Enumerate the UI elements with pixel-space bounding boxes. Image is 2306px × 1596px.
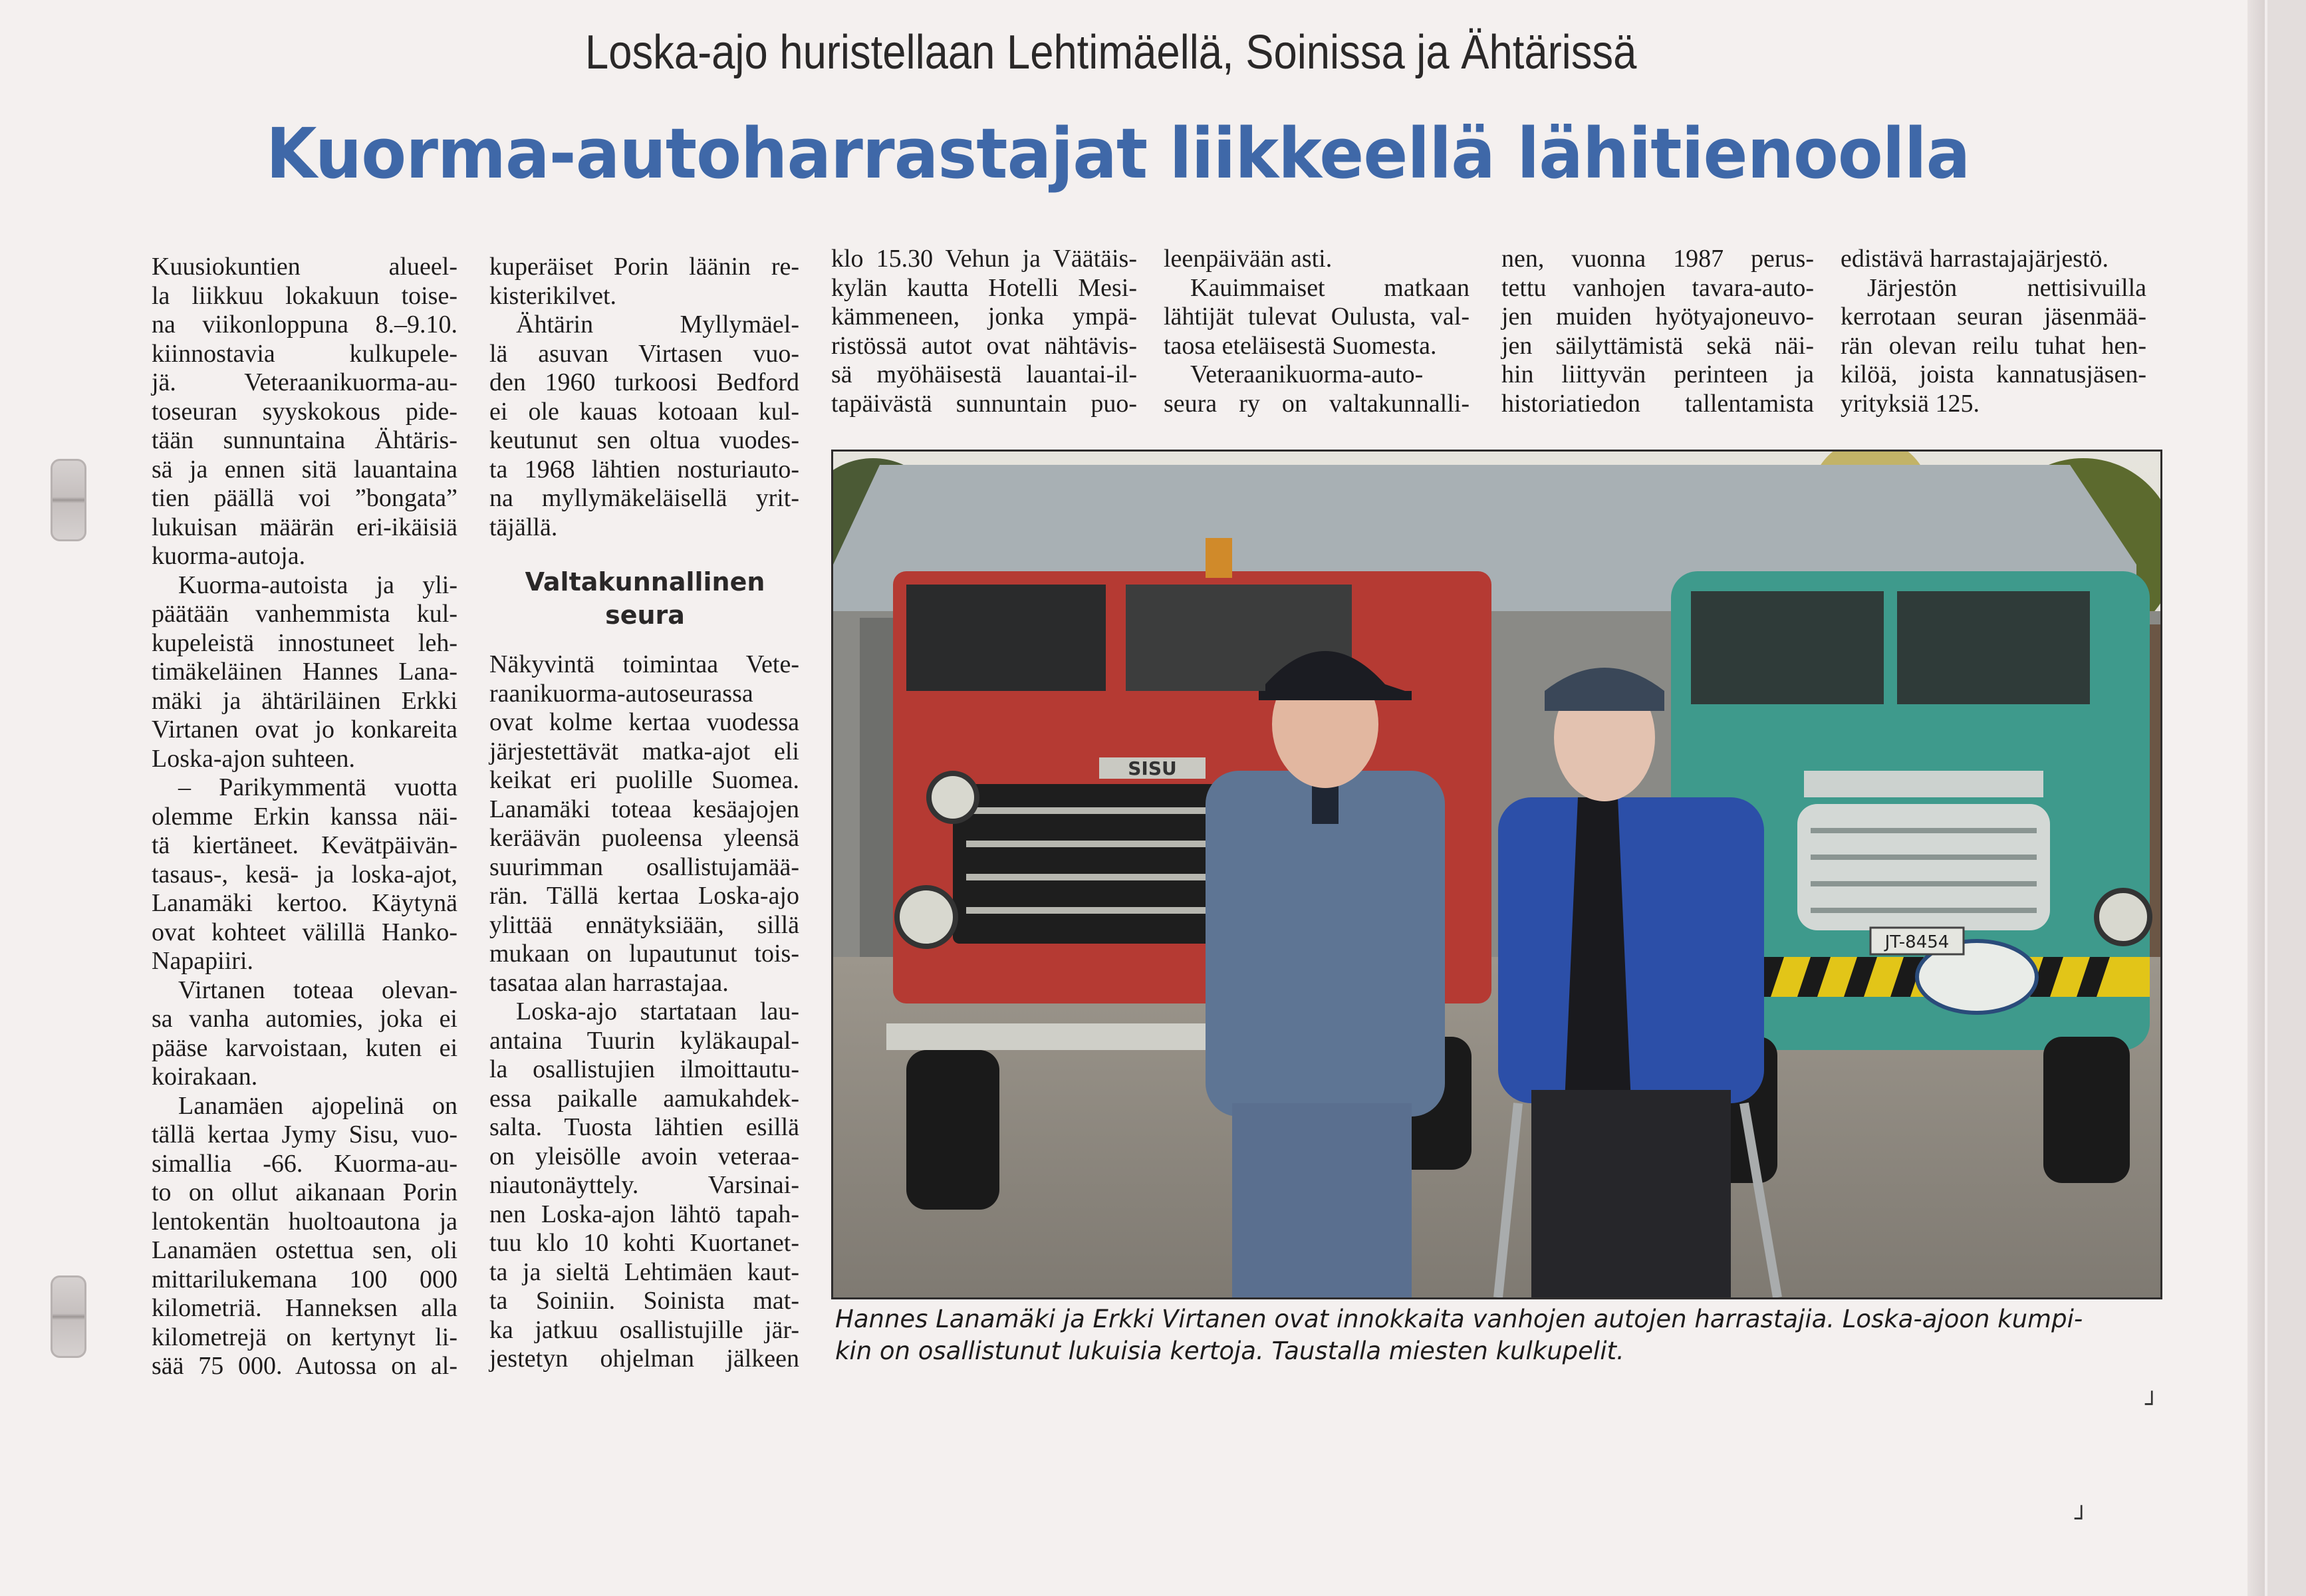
text-line: Lanamäen ajopelinä on (178, 1091, 457, 1120)
text-line: la liikkuu lokakuun toise- (152, 281, 457, 310)
text-line: pääse karvoistaan, kuten ei (152, 1033, 457, 1062)
text-line: keutunut sen oltua vuodes- (489, 426, 799, 454)
text-line: kilometrejä on kertynyt li- (152, 1323, 457, 1351)
binder-hole-top (51, 459, 86, 541)
text-line: Loska-ajon suhteen. (152, 744, 356, 773)
text-line: na myllymäkeläisellä yrit- (489, 484, 799, 512)
text-line: antaina Tuurin kyläkaupal- (489, 1026, 799, 1055)
text-line: suurimman osallistujamää- (489, 853, 799, 881)
text-line: jä. Veteraanikuorma-au- (152, 368, 457, 396)
text-line: ta 1968 lähtien nosturiauto- (489, 455, 799, 483)
text-line: Kuusiokuntien alueel- (152, 253, 457, 281)
photo-caption (835, 1303, 2178, 1367)
text-line: to on ollut aikanaan Porin (152, 1178, 457, 1206)
license-plate: JT-8454 (1884, 932, 1950, 952)
text-column-4 (1164, 245, 1470, 418)
text-line: jestetyn ohjelman jälkeen (489, 1345, 799, 1373)
text-line: keikat eri puolille Suomea. (489, 766, 799, 794)
text-line: raanikuorma-autoseurassa (489, 679, 753, 708)
text-line: kuperäiset Porin läänin re- (489, 253, 799, 281)
text-line: hin liittyvän perinteen ja (1501, 360, 1814, 388)
text-line: tettu vanhojen tavara-auto- (1501, 273, 1814, 302)
text-line: rän. Tällä kertaa Loska-ajo (489, 882, 799, 910)
text-line: kupeleistä innostuneet leh- (152, 628, 457, 657)
text-line: sä myöhäisestä lauantai-il- (831, 360, 1137, 388)
text-line: tään sunnuntaina Ähtäris- (152, 426, 457, 454)
text-line: leenpäivään asti. (1164, 245, 1333, 273)
text-line: Lanamäki kertoo. Käytynä (152, 889, 457, 917)
text-line: päätään vanhemmista kul- (152, 600, 457, 628)
text-line: Loska-ajo startataan lau- (516, 998, 799, 1025)
text-line: mukaan on lupautunut tois- (489, 940, 799, 968)
text-line: Veteraanikuorma-auto- (1190, 360, 1424, 388)
text-line: tapäivästä sunnuntain puo- (831, 389, 1137, 418)
text-line: niautonäyttely. Varsinai- (489, 1171, 799, 1199)
text-column-2-bottom (489, 650, 799, 1374)
text-line: kerrotaan seuran jäsenmää- (1841, 303, 2146, 331)
text-column-2-top (489, 253, 799, 542)
text-line: Napapiiri. (152, 947, 254, 975)
article-headline: Kuorma-autoharrastajat liikkeellä lähitienoolla (266, 113, 1970, 194)
text-line: olemme Erkin kanssa näi- (152, 802, 457, 831)
text-line: ei ole kauas kotoaan kul- (489, 397, 799, 426)
text-line: simallia -66. Kuorma-au- (152, 1149, 457, 1178)
text-column-5 (1501, 245, 1814, 418)
text-column-3 (831, 245, 1137, 418)
text-line: sa vanha automies, joka ei (152, 1005, 457, 1033)
text-line: kämmeneen, jonka ympä- (831, 303, 1137, 331)
text-line: ta Soiniin. Soinista mat- (489, 1287, 799, 1315)
text-line: mäki ja ähtäriläinen Erkki (152, 686, 457, 715)
truck-badge: SISU (1128, 757, 1177, 779)
page-edge-1 (2247, 0, 2265, 1596)
text-line: Lanamäki toteaa kesäajojen (489, 795, 799, 823)
text-line: ylittää ennätyksiään, sillä (489, 910, 799, 939)
corner-mark-bottom: ┘ (2075, 1506, 2089, 1532)
text-line: kilöä, joista kannatusjäsen- (1841, 360, 2146, 388)
text-line: salta. Tuosta lähtien esillä (489, 1113, 799, 1141)
binder-hole-bottom (51, 1275, 86, 1358)
text-line: nen Loska-ajon lähtö tapah- (489, 1200, 799, 1228)
text-line: edistävä harrastajajärjestö. (1841, 245, 2109, 273)
text-line: Virtanen ovat jo konkareita (152, 716, 457, 743)
text-line: lukuisan määrän eri-ikäisiä (152, 513, 457, 541)
text-line: tä kiertäneet. Kevätpäivän- (152, 831, 457, 859)
text-line: sää 75 000. Autossa on al- (152, 1352, 457, 1380)
text-line: Virtanen toteaa olevan- (178, 976, 457, 1004)
text-line: ristössä autot ovat nähtävis- (831, 331, 1137, 360)
subhead-line-2: seura (605, 600, 685, 630)
text-line: klo 15.30 Vehun ja Väätäis- (831, 245, 1137, 273)
text-line: na viikonloppuna 8.–9.10. (152, 311, 457, 338)
text-line: toseuran syyskokous pide- (152, 397, 457, 426)
text-line: ka jatkuu osallistujille jär- (489, 1315, 799, 1344)
text-line: kisterikilvet. (489, 281, 617, 310)
corner-mark-top: ┘ (2145, 1391, 2159, 1418)
text-line: yrityksiä 125. (1841, 389, 1980, 418)
text-line: lä asuvan Virtasen vuo- (489, 339, 799, 368)
caption-line-2: kin on osallistunut lukuisia kertoja. Taustalla miesten kulkupelit. (835, 1337, 1624, 1365)
text-line: rän olevan reilu tuhat hen- (1841, 331, 2146, 360)
text-line: Näkyvintä toimintaa Vete- (489, 650, 799, 678)
text-line: on yleisölle avoin veteraa- (489, 1142, 799, 1170)
text-line: lähtijät tulevat Oulusta, val- (1164, 303, 1470, 331)
text-line: Järjestön nettisivuilla (1867, 273, 2146, 302)
text-line: tuu klo 10 kohti Kuortanet- (489, 1229, 799, 1257)
text-line: tasataa alan harrastajaa. (489, 968, 729, 997)
text-line: taosa eteläisestä Suomesta. (1164, 331, 1437, 360)
text-line: mittarilukemana 100 000 (152, 1265, 457, 1293)
text-line: Kuorma-autoista ja yli- (178, 571, 457, 599)
text-line: – Parikymmentä vuotta (178, 773, 457, 801)
text-line: Ähtärin Myllymäel- (516, 311, 799, 338)
text-line: sä ja ennen sitä lauantaina (152, 455, 457, 483)
text-line: Kauimmaiset matkaan (1190, 273, 1470, 302)
subhead-line-1: Valtakunnallinen (525, 567, 765, 597)
text-line: ovat kolme kertaa vuodessa (489, 708, 799, 736)
caption-line-1: Hannes Lanamäki ja Erkki Virtanen ovat innokkaita vanhojen autojen harrastajia. Loska-ajoon kumpi- (835, 1305, 2083, 1333)
text-line: den 1960 turkoosi Bedford (489, 368, 799, 396)
text-line: historiatiedon tallentamista (1501, 389, 1814, 418)
text-line: seura ry on valtakunnalli- (1164, 389, 1470, 418)
text-line: tasaus-, kesä- ja loska-ajot, (152, 860, 457, 888)
article-kicker: Loska-ajo huristellaan Lehtimäellä, Soinissa ja Ähtärissä (585, 26, 1637, 79)
text-line: täjällä. (489, 513, 558, 541)
text-line: kylän kautta Hotelli Mesi- (831, 273, 1137, 302)
text-column-6 (1841, 245, 2146, 418)
text-line: lentokentän huoltoautona ja (152, 1207, 457, 1236)
text-line: jen muiden hyötyajoneuvo- (1501, 303, 1814, 331)
text-line: keräävän puoleensa yleensä (489, 824, 799, 852)
text-line: kiinnostavia kulkupele- (152, 339, 457, 368)
text-line: ta ja sieltä Lehtimäen kaut- (489, 1258, 799, 1286)
text-line: timäkeläinen Hannes Lana- (152, 658, 457, 686)
text-line: la osallistujien ilmoittautu- (489, 1055, 799, 1083)
text-line: jen säilyttämistä sekä näi- (1501, 331, 1814, 360)
article-photo (831, 450, 2162, 1299)
text-line: järjestettävät matka-ajot eli (489, 737, 799, 765)
text-line: koirakaan. (152, 1063, 258, 1091)
text-line: essa paikalle aamukahdek- (489, 1084, 799, 1113)
photo-illustration (833, 452, 2160, 1297)
text-line: tien päällä voi ”bongata” (152, 484, 457, 512)
text-column-1 (152, 253, 457, 1381)
text-line: kilometriä. Hanneksen alla (152, 1294, 457, 1322)
text-line: nen, vuonna 1987 perus- (1501, 245, 1814, 273)
text-line: Lanamäen ostettua sen, oli (152, 1236, 457, 1264)
section-subhead (505, 565, 785, 632)
page-edge-2 (2267, 0, 2306, 1596)
text-line: kuorma-autoja. (152, 542, 306, 570)
text-line: tällä kertaa Jymy Sisu, vuo- (152, 1121, 457, 1148)
text-line: ovat kohteet välillä Hanko- (152, 918, 457, 946)
